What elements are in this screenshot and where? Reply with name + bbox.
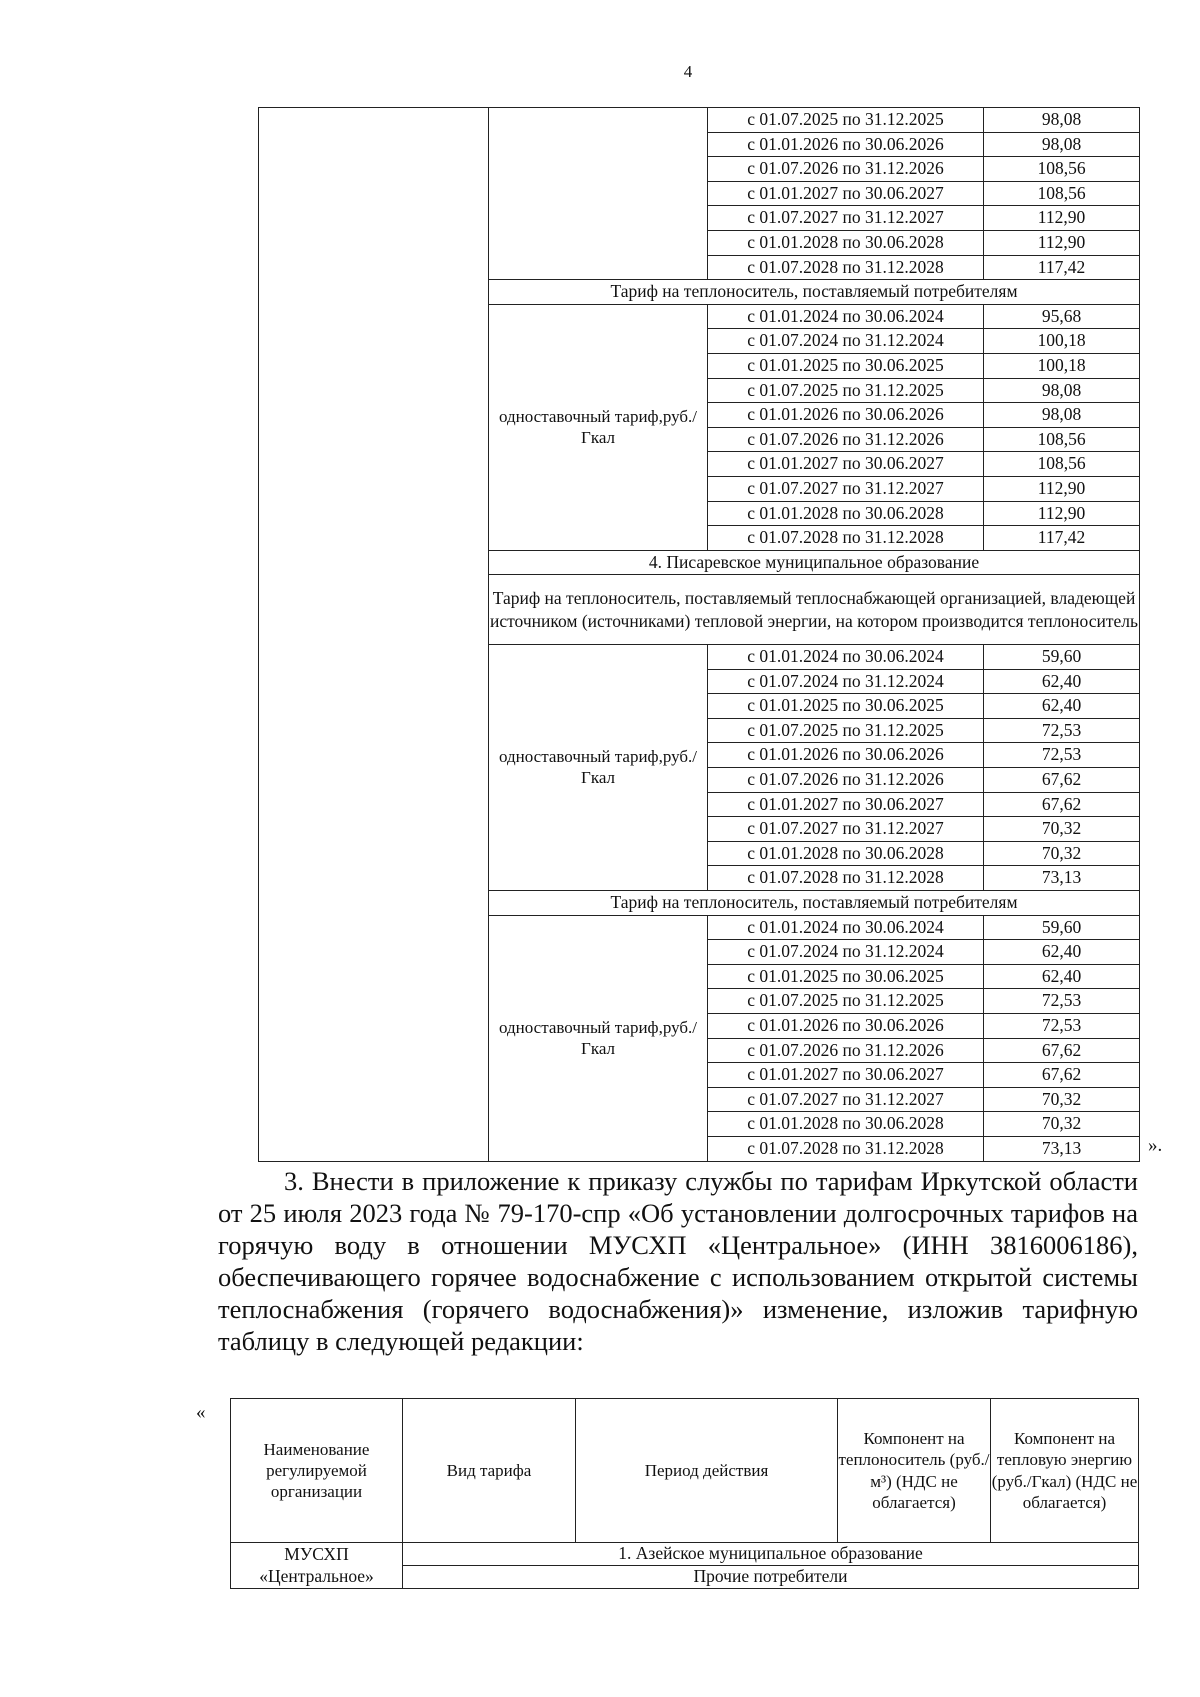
value-cell: 108,56 bbox=[984, 427, 1140, 452]
period-cell: с 01.07.2028 по 31.12.2028 bbox=[708, 255, 984, 280]
period-cell: с 01.01.2026 по 30.06.2026 bbox=[708, 132, 984, 157]
value-cell: 67,62 bbox=[984, 1063, 1140, 1088]
period-cell: с 01.07.2024 по 31.12.2024 bbox=[708, 329, 984, 354]
value-cell: 72,53 bbox=[984, 1013, 1140, 1038]
period-cell: с 01.07.2024 по 31.12.2024 bbox=[708, 669, 984, 694]
value-cell: 70,32 bbox=[984, 1087, 1140, 1112]
org-name-cell: МУСХП «Центральное» bbox=[231, 1543, 403, 1589]
header-coolant-component: Компонент на теплоноситель (руб./м³) (НДС не облагается) bbox=[838, 1399, 991, 1543]
value-cell: 117,42 bbox=[984, 255, 1140, 280]
header-tariff-type: Вид тарифа bbox=[403, 1399, 576, 1543]
period-cell: с 01.01.2028 по 30.06.2028 bbox=[708, 841, 984, 866]
value-cell: 112,90 bbox=[984, 501, 1140, 526]
table-row bbox=[231, 1543, 1139, 1566]
value-cell: 95,68 bbox=[984, 304, 1140, 329]
value-cell: 112,90 bbox=[984, 206, 1140, 231]
value-cell: 100,18 bbox=[984, 329, 1140, 354]
value-cell: 112,90 bbox=[984, 476, 1140, 501]
period-cell: с 01.07.2028 по 31.12.2028 bbox=[708, 526, 984, 551]
value-cell: 98,08 bbox=[984, 403, 1140, 428]
paragraph-text: 3. Внести в приложение к приказу службы по тарифам Иркутской области от 25 июля 2023 года № 79-170-спр «Об установлении долгосрочных тарифов на горячую воду в отношении МУСХП «Центральное» (ИНН 3816006186), обеспечивающего горячее водоснабжение с использованием открытой системы теплоснабжения (горячего водоснабжения)» изменение, изложив тарифную таблицу в следующей редакции: bbox=[218, 1166, 1138, 1356]
value-cell: 108,56 bbox=[984, 157, 1140, 182]
value-cell: 59,60 bbox=[984, 645, 1140, 670]
period-cell: с 01.07.2025 по 31.12.2025 bbox=[708, 108, 984, 133]
value-cell: 67,62 bbox=[984, 1038, 1140, 1063]
period-cell: с 01.07.2028 по 31.12.2028 bbox=[708, 866, 984, 891]
period-cell: с 01.01.2025 по 30.06.2025 bbox=[708, 353, 984, 378]
period-cell: с 01.01.2027 по 30.06.2027 bbox=[708, 1063, 984, 1088]
tariff-type-cell: одноставочный тариф,руб./Гкал bbox=[489, 304, 708, 550]
tariff-table-continuation bbox=[258, 107, 1140, 1162]
period-cell: с 01.01.2027 по 30.06.2027 bbox=[708, 792, 984, 817]
value-cell: 117,42 bbox=[984, 526, 1140, 551]
value-cell: 108,56 bbox=[984, 452, 1140, 477]
period-cell: с 01.07.2025 по 31.12.2025 bbox=[708, 718, 984, 743]
table-header-row bbox=[231, 1399, 1139, 1543]
page-number: 4 bbox=[683, 62, 693, 81]
period-cell: с 01.01.2026 по 30.06.2026 bbox=[708, 743, 984, 768]
value-cell: 98,08 bbox=[984, 132, 1140, 157]
amendment-paragraph bbox=[218, 1165, 1138, 1357]
value-cell: 108,56 bbox=[984, 181, 1140, 206]
period-cell: с 01.01.2024 по 30.06.2024 bbox=[708, 915, 984, 940]
header-heat-component: Компонент на тепловую энергию (руб./Гкал) (НДС не облагается) bbox=[991, 1399, 1139, 1543]
period-cell: с 01.01.2028 по 30.06.2028 bbox=[708, 1112, 984, 1137]
period-cell: с 01.07.2027 по 31.12.2027 bbox=[708, 476, 984, 501]
period-cell: с 01.07.2027 по 31.12.2027 bbox=[708, 206, 984, 231]
blank-org-cell bbox=[259, 108, 489, 1162]
period-cell: с 01.07.2025 по 31.12.2025 bbox=[708, 989, 984, 1014]
value-cell: 98,08 bbox=[984, 108, 1140, 133]
new-tariff-table bbox=[230, 1398, 1139, 1589]
table-row bbox=[259, 108, 1140, 133]
period-cell: с 01.07.2026 по 31.12.2026 bbox=[708, 427, 984, 452]
value-cell: 70,32 bbox=[984, 841, 1140, 866]
period-cell: с 01.01.2025 по 30.06.2025 bbox=[708, 694, 984, 719]
section-heading: Тариф на теплоноситель, поставляемый потребителям bbox=[489, 280, 1140, 305]
value-cell: 112,90 bbox=[984, 230, 1140, 255]
value-cell: 70,32 bbox=[984, 1112, 1140, 1137]
period-cell: с 01.01.2026 по 30.06.2026 bbox=[708, 403, 984, 428]
section-heading: Тариф на теплоноситель, поставляемый теплоснабжающей организацией, владеющей источником (источниками) тепловой энергии, на котором производится теплоноситель bbox=[489, 575, 1140, 645]
value-cell: 98,08 bbox=[984, 378, 1140, 403]
period-cell: с 01.01.2024 по 30.06.2024 bbox=[708, 645, 984, 670]
period-cell: с 01.01.2025 по 30.06.2025 bbox=[708, 964, 984, 989]
period-cell: с 01.07.2025 по 31.12.2025 bbox=[708, 378, 984, 403]
tariff-type-cell: одноставочный тариф,руб./Гкал bbox=[489, 645, 708, 891]
value-cell: 72,53 bbox=[984, 743, 1140, 768]
value-cell: 62,40 bbox=[984, 669, 1140, 694]
period-cell: с 01.07.2024 по 31.12.2024 bbox=[708, 940, 984, 965]
tariff-type-cell: одноставочный тариф,руб./Гкал bbox=[489, 915, 708, 1161]
value-cell: 59,60 bbox=[984, 915, 1140, 940]
period-cell: с 01.07.2027 по 31.12.2027 bbox=[708, 817, 984, 842]
value-cell: 67,62 bbox=[984, 792, 1140, 817]
period-cell: с 01.01.2027 по 30.06.2027 bbox=[708, 181, 984, 206]
period-cell: с 01.01.2028 по 30.06.2028 bbox=[708, 501, 984, 526]
value-cell: 73,13 bbox=[984, 1136, 1140, 1161]
period-cell: с 01.01.2024 по 30.06.2024 bbox=[708, 304, 984, 329]
value-cell: 62,40 bbox=[984, 964, 1140, 989]
consumer-group-heading: Прочие потребители bbox=[403, 1566, 1139, 1589]
value-cell: 72,53 bbox=[984, 718, 1140, 743]
period-cell: с 01.01.2026 по 30.06.2026 bbox=[708, 1013, 984, 1038]
section-heading: 4. Писаревское муниципальное образование bbox=[489, 550, 1140, 575]
value-cell: 62,40 bbox=[984, 940, 1140, 965]
period-cell: с 01.07.2027 по 31.12.2027 bbox=[708, 1087, 984, 1112]
closing-quote: ». bbox=[1148, 1135, 1163, 1156]
municipality-heading: 1. Азейское муниципальное образование bbox=[403, 1543, 1139, 1566]
period-cell: с 01.01.2027 по 30.06.2027 bbox=[708, 452, 984, 477]
value-cell: 67,62 bbox=[984, 767, 1140, 792]
header-period: Период действия bbox=[576, 1399, 838, 1543]
section-heading: Тариф на теплоноситель, поставляемый потребителям bbox=[489, 890, 1140, 915]
value-cell: 73,13 bbox=[984, 866, 1140, 891]
value-cell: 62,40 bbox=[984, 694, 1140, 719]
period-cell: с 01.07.2026 по 31.12.2026 bbox=[708, 767, 984, 792]
value-cell: 100,18 bbox=[984, 353, 1140, 378]
period-cell: с 01.07.2026 по 31.12.2026 bbox=[708, 157, 984, 182]
opening-quote: « bbox=[196, 1402, 206, 1423]
period-cell: с 01.07.2028 по 31.12.2028 bbox=[708, 1136, 984, 1161]
period-cell: с 01.01.2028 по 30.06.2028 bbox=[708, 230, 984, 255]
header-organization: Наименование регулируемой организации bbox=[231, 1399, 403, 1543]
value-cell: 70,32 bbox=[984, 817, 1140, 842]
value-cell: 72,53 bbox=[984, 989, 1140, 1014]
tariff-type-cell bbox=[489, 108, 708, 280]
period-cell: с 01.07.2026 по 31.12.2026 bbox=[708, 1038, 984, 1063]
